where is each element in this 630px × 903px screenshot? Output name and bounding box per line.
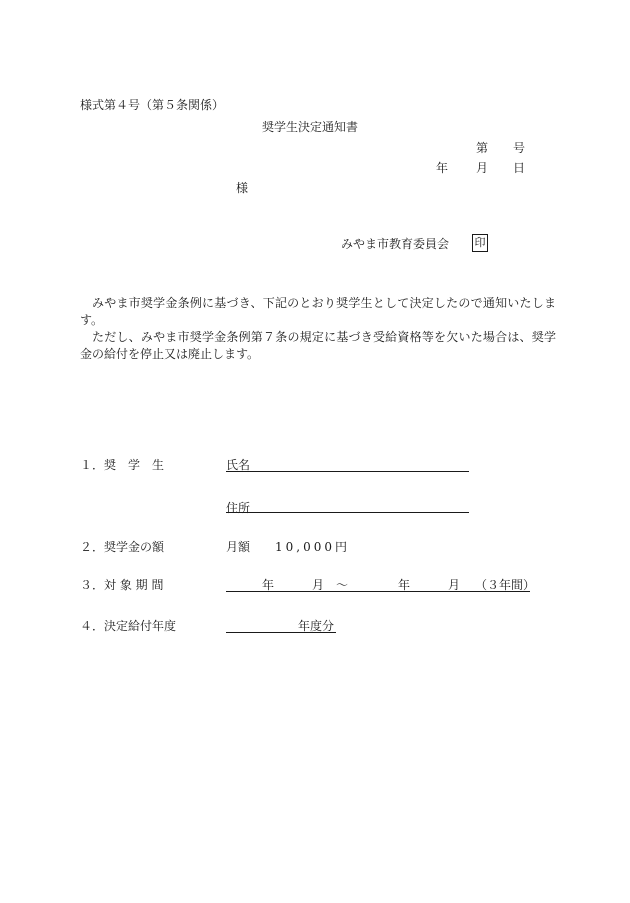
item-period-label: ３．対 象 期 間: [80, 578, 164, 592]
recipient-honorific: 様: [236, 181, 249, 195]
fiscal-year-underline: [226, 632, 336, 633]
seal-mark: 印: [472, 234, 488, 252]
notice-paragraph-1: みやま市奨学金条例に基づき、下記のとおり奨学生として決定したので通知いたします。: [80, 296, 556, 327]
issuer-name: みやま市教育委員会: [341, 237, 450, 251]
period-underline: [226, 591, 530, 592]
fiscal-year-suffix: 年度分: [298, 619, 335, 633]
period-year-start: 年: [262, 578, 275, 592]
period-month-end: 月: [448, 578, 461, 592]
date-day: 日: [513, 161, 526, 175]
item-student-label: １．奨 学 生: [80, 458, 165, 472]
document-number-suffix: 号: [513, 141, 526, 155]
document-title: 奨学生決定通知書: [262, 120, 359, 134]
period-tilde: ～: [336, 578, 349, 592]
notice-paragraph-2: ただし、みやま市奨学金条例第７条の規定に基づき受給資格等を欠いた場合は、奨学金の給付を停止又は廃止します。: [80, 330, 556, 361]
date-month: 月: [476, 161, 489, 175]
document-number-prefix: 第: [476, 141, 489, 155]
period-month-start: 月: [312, 578, 325, 592]
date-year: 年: [436, 161, 449, 175]
item-amount-label: ２．奨学金の額: [80, 540, 165, 554]
address-underline: [226, 512, 469, 513]
amount-unit-label: 月額: [226, 540, 251, 554]
amount-value: 10,000円: [275, 540, 350, 554]
item-fiscal-year-label: ４．決定給付年度: [80, 619, 177, 633]
name-underline: [226, 471, 469, 472]
address-label: 住所: [226, 501, 251, 515]
name-label: 氏名: [226, 458, 251, 472]
notice-body: [80, 295, 556, 363]
period-year-end: 年: [398, 578, 411, 592]
period-duration: （３年間）: [475, 578, 536, 592]
form-number: 様式第４号（第５条関係）: [80, 98, 225, 112]
